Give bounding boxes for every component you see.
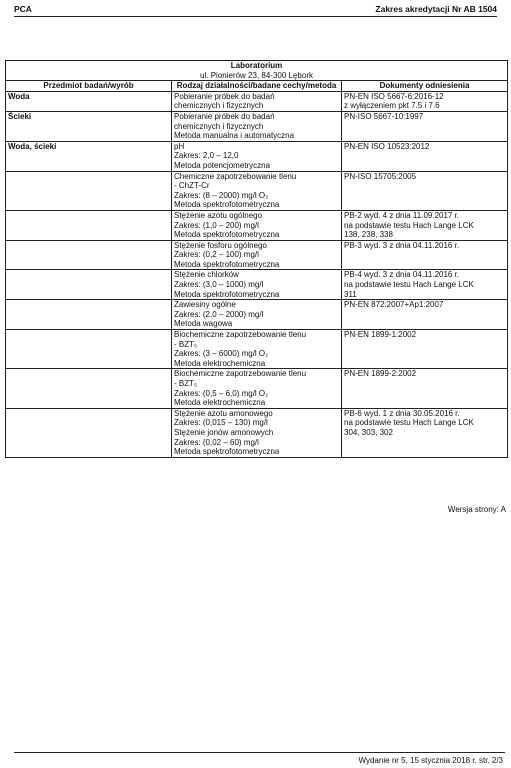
table-row: [6, 369, 508, 408]
cell-documents: [342, 171, 508, 210]
cell-activity: [172, 171, 342, 210]
cell-activity: [172, 91, 342, 111]
cell-activity: [172, 330, 342, 369]
cell-documents: [342, 300, 508, 330]
activity-line: Metoda spektrofotometryczna: [174, 230, 280, 240]
cell-documents: [342, 330, 508, 369]
table-row: [6, 210, 508, 240]
activity-line: Metoda spektrofotometryczna: [174, 289, 280, 299]
cell-subject: [6, 300, 172, 330]
header-right: Zakres akredytacji Nr AB 1504: [375, 4, 497, 14]
documents-line: PB-3 wyd. 3 z dnia 04.11.2016 r.: [344, 240, 460, 250]
activity-line: Metoda spektrofotometryczna: [174, 259, 280, 269]
cell-activity: [172, 270, 342, 300]
activity-line: Zakres: (0,5 – 6,0) mg/l O₂: [174, 388, 269, 398]
activity-line: Pobieranie próbek do badań: [174, 111, 275, 121]
activity-line: Zakres: (0,02 – 60) mg/l: [174, 437, 259, 447]
activity-line: chemicznych i fizycznych: [174, 101, 264, 111]
cell-documents: [342, 141, 508, 171]
column-header-subject: Przedmiot badań/wyrób: [6, 81, 172, 92]
activity-line: Zakres: (0,015 – 130) mg/l: [174, 418, 268, 428]
documents-line: PN-ISO 5667-10:1997: [344, 111, 424, 121]
cell-activity: [172, 300, 342, 330]
documents-line: PB-2 wyd. 4 z dnia 11.09.2017 r.: [344, 210, 460, 220]
documents-line: na podstawie testu Hach Lange LCK: [344, 220, 474, 230]
activity-line: Zakres: (0,2 – 100) mg/l: [174, 250, 259, 260]
documents-line: na podstawie testu Hach Lange LCK: [344, 280, 474, 290]
cell-documents: [342, 369, 508, 408]
activity-line: Stężenie fosforu ogólnego: [174, 240, 267, 250]
table-row: [6, 408, 508, 457]
activity-line: - BZT₅: [174, 379, 198, 388]
page-version: Wersja strony: A: [447, 505, 506, 514]
table-row: [6, 270, 508, 300]
activity-line: Stężenie azotu amonowego: [174, 408, 273, 418]
activity-line: Zakres: (8 – 2000) mg/l O₂: [174, 190, 269, 200]
header-left: PCA: [14, 4, 32, 14]
documents-line: PN-ISO 15705:2005: [344, 171, 417, 181]
activity-line: chemicznych i fizycznych: [174, 121, 264, 131]
activity-line: Zakres: (1,0 – 200) mg/l: [174, 220, 259, 230]
page-footer: Wydanie nr 5, 15 stycznia 2018 r. str. 2/3: [358, 756, 503, 765]
cell-subject: Ścieki: [6, 111, 172, 141]
documents-line: 304, 303, 302: [344, 427, 393, 437]
cell-subject: [6, 369, 172, 408]
table-row: [6, 300, 508, 330]
cell-subject: [6, 210, 172, 240]
column-header-activity: Rodzaj działalności/badane cechy/metoda: [172, 81, 342, 92]
laboratory-address: ul. Pionierów 23, 84-300 Lębork: [200, 70, 313, 80]
activity-line: Zakres: (3 – 6000) mg/l O₂: [174, 349, 269, 359]
documents-line: PN-EN 872:2007+Ap1:2007: [344, 300, 444, 310]
activity-line: - ChZT-Cr: [174, 181, 210, 191]
cell-subject: [6, 408, 172, 457]
documents-line: PN-EN 1899-1:2002: [344, 330, 417, 340]
accreditation-table: [5, 60, 508, 458]
table-row: [6, 240, 508, 270]
documents-line: z wyłączeniem pkt 7.5 i 7.6: [344, 101, 440, 111]
cell-activity: [172, 141, 342, 171]
activity-line: - BZT₅: [174, 339, 198, 349]
activity-line: Stężenie jonów amonowych: [174, 427, 274, 437]
cell-documents: [342, 270, 508, 300]
activity-line: Biochemiczne zapotrzebowanie tlenu: [174, 330, 307, 340]
cell-subject: [6, 171, 172, 210]
cell-activity: [172, 111, 342, 141]
cell-subject: Woda, ścieki: [6, 141, 172, 171]
cell-subject: Woda: [6, 91, 172, 111]
cell-subject: [6, 330, 172, 369]
activity-line: Biochemiczne zapotrzebowanie tlenu: [174, 369, 307, 379]
documents-line: PB-4 wyd. 3 z dnia 04.11.2016 r.: [344, 270, 460, 280]
laboratory-title: Laboratorium: [230, 61, 283, 70]
documents-line: PB-6 wyd. 1 z dnia 30.05.2016 r.: [344, 408, 460, 418]
cell-documents: [342, 91, 508, 111]
documents-line: PN-EN 1899-2:2002: [344, 369, 417, 379]
table-row: [6, 141, 508, 171]
table-row: [6, 330, 508, 369]
documents-line: PN-EN ISO 5667-6:2016-12: [344, 91, 444, 101]
cell-activity: [172, 369, 342, 408]
cell-documents: [342, 408, 508, 457]
documents-line: 138, 238, 338: [344, 230, 393, 240]
documents-line: 311: [344, 289, 357, 299]
column-header-documents: Dokumenty odniesienia: [342, 81, 508, 92]
laboratory-header: [6, 61, 508, 81]
activity-line: Metoda spektrofotometryczna: [174, 447, 280, 457]
activity-line: Metoda elektrochemiczna: [174, 398, 266, 408]
cell-activity: [172, 408, 342, 457]
table-row: [6, 111, 508, 141]
documents-line: PN-EN ISO 10523:2012: [344, 141, 430, 151]
activity-line: Stężenie chlorków: [174, 270, 239, 280]
activity-line: Stężenie azotu ogólnego: [174, 210, 263, 220]
cell-subject: [6, 240, 172, 270]
cell-activity: [172, 240, 342, 270]
header-divider: [14, 16, 497, 17]
cell-documents: [342, 240, 508, 270]
activity-line: pH: [174, 141, 185, 151]
activity-line: Metoda wagowa: [174, 319, 233, 329]
activity-line: Zakres: (3,0 – 1000) mg/l: [174, 280, 264, 290]
table-body: [6, 91, 508, 457]
cell-activity: [172, 210, 342, 240]
activity-line: Metoda elektrochemiczna: [174, 358, 266, 368]
activity-line: Zawiesiny ogólne: [174, 300, 236, 310]
cell-subject: [6, 270, 172, 300]
table-row: [6, 91, 508, 111]
footer-divider: [14, 752, 505, 753]
activity-line: Zakres: (2,0 – 2000) mg/l: [174, 309, 264, 319]
activity-line: Chemiczne zapotrzebowanie tlenu: [174, 171, 297, 181]
activity-line: Pobieranie próbek do badań: [174, 91, 275, 101]
activity-line: Metoda manualna i automatyczna: [174, 131, 295, 141]
page-header: [14, 4, 497, 14]
activity-line: Zakres: 2,0 – 12,0: [174, 151, 239, 161]
documents-line: na podstawie testu Hach Lange LCK: [344, 418, 474, 428]
cell-documents: [342, 111, 508, 141]
cell-documents: [342, 210, 508, 240]
activity-line: Metoda potencjometryczna: [174, 160, 271, 170]
activity-line: Metoda spektrofotometryczna: [174, 200, 280, 210]
table-row: [6, 171, 508, 210]
